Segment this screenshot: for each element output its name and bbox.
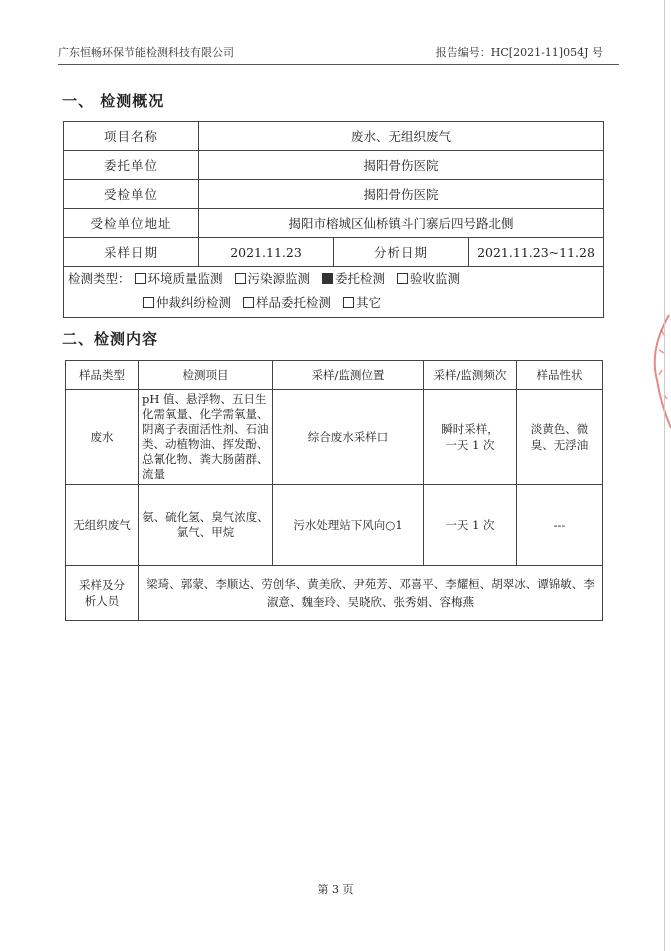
test-items: 氨、硫化氢、臭气浓度、氯气、甲烷 [139,485,273,566]
sample-type: 无组织废气 [66,485,139,566]
type-option-arbitration: 仲裁纠纷检测 [143,295,231,310]
col-header-location: 采样/监测位置 [273,361,424,390]
col-header-state: 样品性状 [517,361,603,390]
seal-stamp-fragment [631,310,671,430]
sampling-frequency: 一天 1 次 [424,485,517,566]
overview-table [63,121,604,318]
checkbox-checked-icon [322,273,333,284]
sampling-date-label: 采样日期 [64,238,199,267]
staff-label: 采样及分析人员 [66,566,139,621]
type-option-acceptance: 验收监测 [397,271,460,286]
table-row [66,566,603,621]
project-label: 项目名称 [64,122,199,151]
checkbox-icon [235,273,246,284]
col-header-items: 检测项目 [139,361,273,390]
header-divider [58,64,619,65]
table-row [66,485,603,566]
sample-state: 淡黄色、微臭、无浮油 [517,390,603,485]
table-row [66,390,603,485]
sampling-date-value: 2021.11.23 [199,238,334,267]
sample-type: 废水 [66,390,139,485]
checkbox-icon [343,297,354,308]
col-header-sample-type: 样品类型 [66,361,139,390]
checkbox-icon [135,273,146,284]
client-value: 揭阳骨伤医院 [199,151,604,180]
address-value: 揭阳市榕城区仙桥镇斗门寨后四号路北侧 [199,209,604,238]
sampling-frequency: 瞬时采样，一天 1 次 [424,390,517,485]
section-title-content: 二、检测内容 [62,330,159,348]
col-header-frequency: 采样/监测频次 [424,361,517,390]
page-number: 第 3 页 [317,883,354,896]
type-option-environment: 环境质量监测 [135,271,223,286]
company-name: 广东恒畅环保节能检测科技有限公司 [58,46,234,59]
section-title-overview: 一、 检测概况 [62,92,165,110]
type-option-commissioned: 委托检测 [322,271,385,286]
inspected-label: 受检单位 [64,180,199,209]
inspection-type-label: 检测类型： [68,271,131,286]
analysis-date-value: 2021.11.23~11.28 [469,238,604,267]
content-table [65,360,603,621]
type-option-pollution: 污染源监测 [235,271,311,286]
report-number: 报告编号：HC[2021-11]054J 号 [435,46,603,59]
type-option-sample: 样品委托检测 [243,295,331,310]
sampling-location: 综合废水采样口 [273,390,424,485]
analysis-date-label: 分析日期 [334,238,469,267]
checkbox-icon [397,273,408,284]
project-value: 废水、无组织废气 [199,122,604,151]
inspection-type-cell [64,267,604,318]
inspected-value: 揭阳骨伤医院 [199,180,604,209]
sampling-location: 污水处理站下风向○1 [273,485,424,566]
address-label: 受检单位地址 [64,209,199,238]
sample-state: --- [517,485,603,566]
checkbox-icon [243,297,254,308]
type-option-other: 其它 [343,295,381,310]
client-label: 委托单位 [64,151,199,180]
test-items: pH 值、悬浮物、五日生化需氧量、化学需氧量、阴离子表面活性剂、石油类、动植物油、挥发酚、总氰化物、粪大肠菌群、流量 [139,390,273,485]
page-edge [664,0,665,951]
checkbox-icon [143,297,154,308]
staff-list: 梁琦、郭蒙、李顺达、劳创华、黄美欣、尹苑芳、邓喜平、李耀桓、胡翠冰、谭锦敏、李淑意、魏奎玲、吴晓欣、张秀娟、容梅燕 [139,566,603,621]
